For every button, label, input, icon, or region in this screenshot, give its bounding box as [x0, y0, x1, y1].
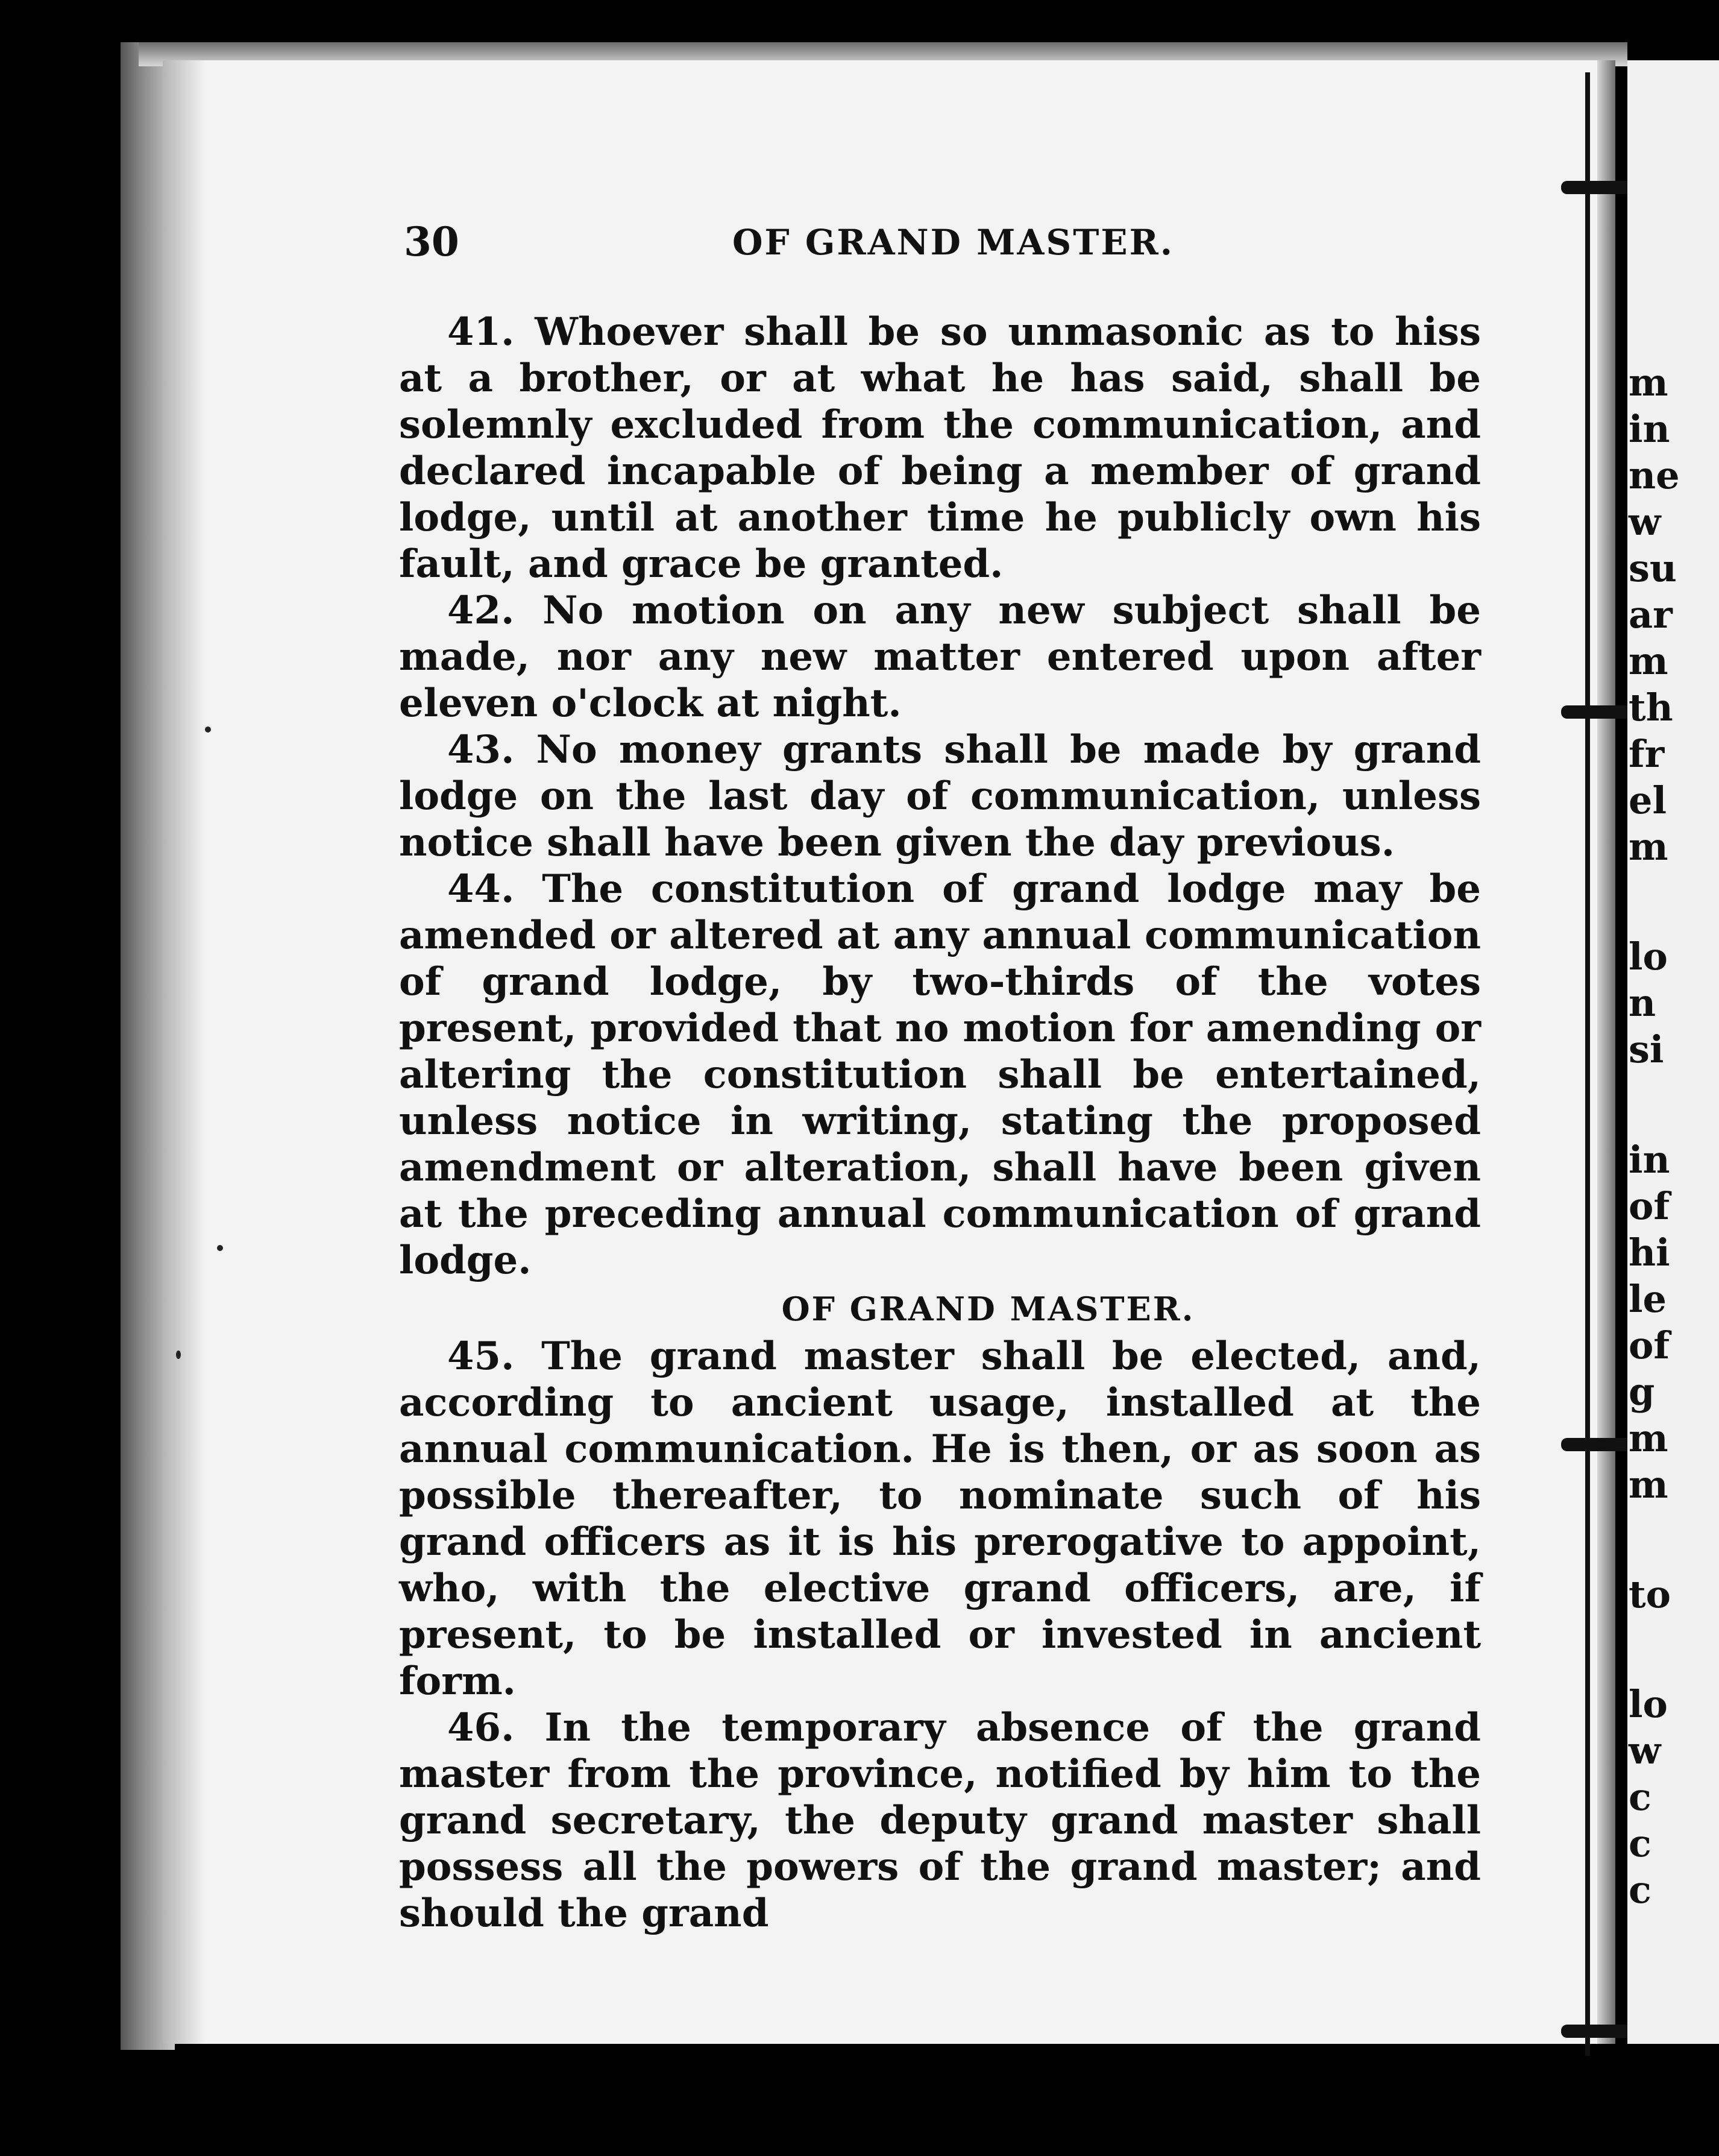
- next-page-fragment: m: [1629, 1463, 1668, 1507]
- scan-speck: [176, 1351, 181, 1359]
- next-page-fragment: g: [1629, 1370, 1655, 1414]
- next-page-fragment: m: [1629, 1416, 1668, 1460]
- article-45: 45. The grand master shall be elected, and, according to ancient usage, installed at the annual communication. He is then, or as soon as possible thereafter, to nominate such of his grand officers as it is his prerogative to appoint, who, with the elective grand officers, are, if present, to be installed or invested in ancient form.: [399, 1334, 1481, 1704]
- page-body: [399, 309, 1481, 1937]
- next-page-fragment: lo: [1629, 935, 1668, 979]
- next-page-fragment: th: [1629, 686, 1673, 730]
- next-page-fragment: n: [1629, 981, 1656, 1025]
- article-46: 46. In the temporary absence of the grand master from the province, notified by him to the grand secretary, the deputy grand master shall possess all the powers of the grand master; and should the grand: [399, 1705, 1481, 1936]
- next-page-fragment: c: [1629, 1821, 1651, 1865]
- next-page-fragment: in: [1629, 407, 1670, 451]
- next-page-fragment: si: [1629, 1027, 1664, 1071]
- next-page-fragment: le: [1629, 1277, 1667, 1321]
- next-page-fragment: m: [1629, 825, 1668, 869]
- next-page-fragment: in: [1629, 1138, 1670, 1182]
- running-head: [404, 218, 1483, 266]
- binding-thread-mark: [1561, 1438, 1633, 1451]
- next-page-fragment: ar: [1629, 593, 1673, 637]
- next-page-fragment: of: [1629, 1323, 1670, 1367]
- section-heading: OF GRAND MASTER.: [781, 1290, 1195, 1328]
- next-page-fragment: m: [1629, 639, 1668, 683]
- article-41: 41. Whoever shall be so unmasonic as to hiss at a brother, or at what he has said, shall be solemnly excluded from the communication, and declared incapable of being a member of grand lodge, until at another time he publicly own his fault, and grace be granted.: [399, 309, 1481, 587]
- next-page-fragment: w: [1629, 500, 1661, 544]
- next-page-fragment: el: [1629, 778, 1667, 822]
- next-page-fragment: m: [1629, 361, 1668, 405]
- page-shade: [163, 60, 205, 2044]
- next-page-fragment: fr: [1629, 732, 1665, 776]
- next-page-fragment: c: [1629, 1775, 1651, 1819]
- book-gutter: [1597, 60, 1615, 2044]
- next-page-fragment: su: [1629, 546, 1677, 590]
- spine-line: [1585, 72, 1590, 2056]
- article-44: 44. The constitution of grand lodge may be amended or altered at any annual communication of grand lodge, by two-thirds of the votes present, provided that no motion for amending or altering the constitution shall be entertained, unless notice in writing, stating the proposed amendment or alteration, shall have been given at the preceding annual communication of grand lodge.: [399, 866, 1481, 1283]
- article-43: 43. No money grants shall be made by grand lodge on the last day of communication, unless notice shall have been given the day previous.: [399, 727, 1481, 865]
- next-page-fragment: to: [1629, 1572, 1671, 1616]
- scan-speck: [205, 727, 211, 733]
- next-page-fragment: hi: [1629, 1231, 1670, 1275]
- binding-thread-mark: [1561, 181, 1633, 194]
- next-page-fragment: w: [1629, 1729, 1661, 1773]
- running-head-title: OF GRAND MASTER.: [732, 222, 1174, 263]
- adjacent-page-fragment: [1627, 60, 1719, 2044]
- scan-speck: [217, 1245, 223, 1251]
- next-page-fragment: lo: [1629, 1682, 1668, 1726]
- next-page-fragment: of: [1629, 1184, 1670, 1228]
- article-42: 42. No motion on any new subject shall be made, nor any new matter entered upon after eleven o'clock at night.: [399, 588, 1481, 726]
- page-number: 30: [404, 218, 459, 265]
- binding-thread-mark: [1561, 2025, 1633, 2038]
- next-page-fragment: c: [1629, 1868, 1651, 1912]
- next-page-fragment: ne: [1629, 453, 1680, 497]
- binding-thread-mark: [1561, 705, 1633, 719]
